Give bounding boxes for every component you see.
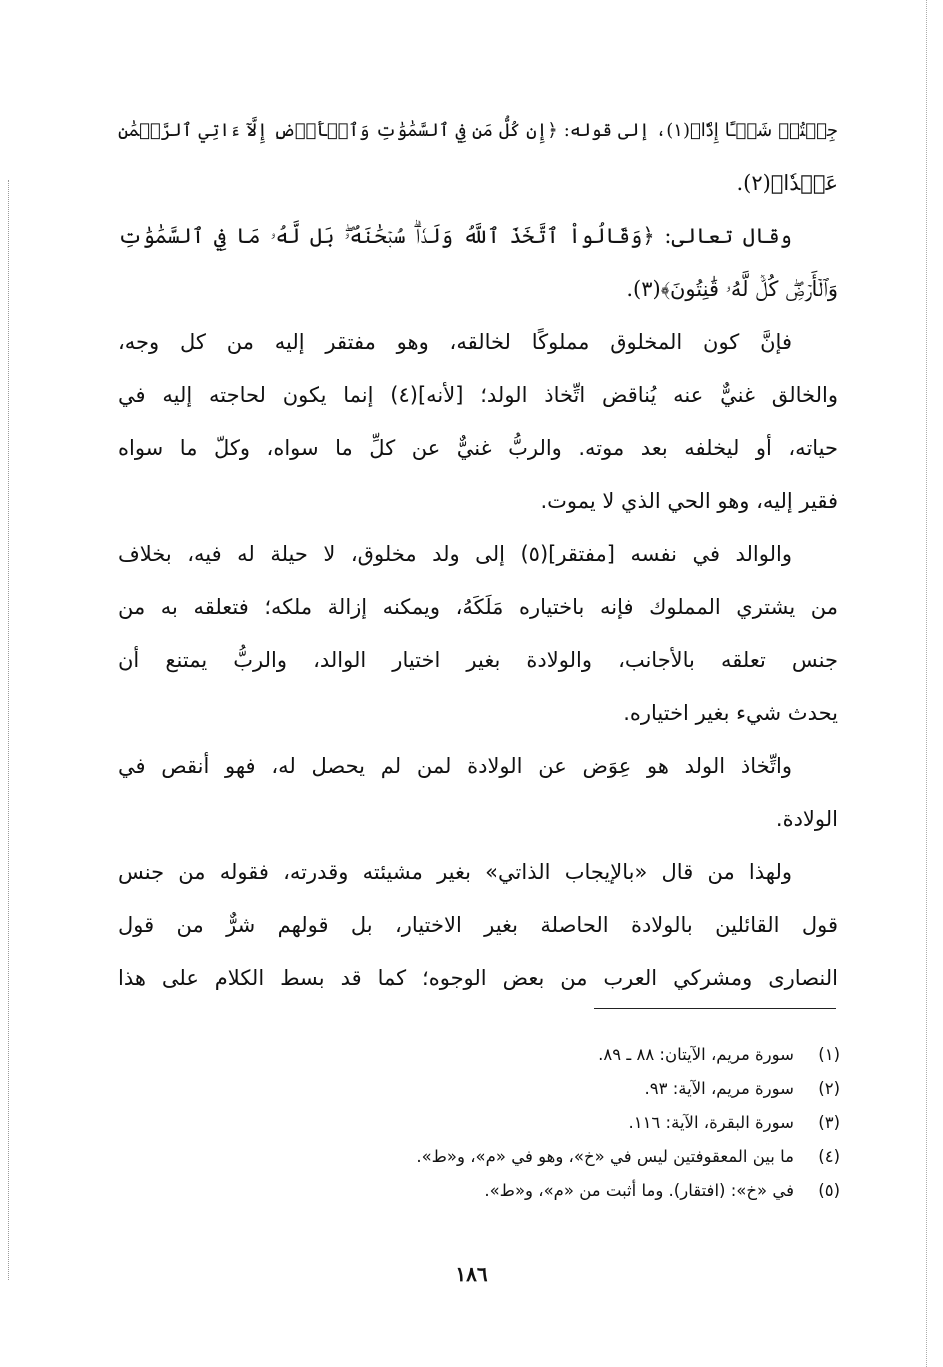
footnote-1 xyxy=(330,1038,840,1072)
body-line-10: من يشتري المملوك فإنه باختياره مَلَكَهُ، ويمكنه إزالة ملكه؛ فتعلقه به من xyxy=(118,595,838,619)
body-line-14: الولادة. xyxy=(775,807,838,831)
footnote-text: سورة مريم، الآية: ٩٣. xyxy=(644,1079,794,1098)
body-line-5: فإنَّ كون المخلوق مملوكًا لخالقه، وهو مفتقر إليه من كل وجه، xyxy=(118,330,792,354)
body-line-13: واتِّخاذ الولد هو عِوَض عن الولادة لمن لم يحصل له، فهو أنقص في xyxy=(118,754,792,778)
page-number: ١٨٦ xyxy=(455,1262,488,1286)
body-line-4: وَٱلۡأَرۡضِۖ كُلّٞ لَّهُۥ قَٰنِتُونَ﴾(٣). xyxy=(626,277,838,301)
footnote-text: ما بين المعقوفتين ليس في «خ»، وهو في «م»، و«ط». xyxy=(416,1147,794,1166)
scan-edge-left xyxy=(8,180,10,1280)
footnote-text: في «خ»: (افتقار). وما أثبت من «م»، و«ط». xyxy=(484,1181,794,1200)
footnote-4 xyxy=(330,1140,840,1174)
footnote-5 xyxy=(330,1174,840,1208)
body-line-7: حياته، أو ليخلفه بعد موته. والربُّ غنيٌّ عن كلِّ ما سواه، وكلّ ما سواه xyxy=(118,436,838,460)
footnote-text: سورة البقرة، الآية: ١١٦. xyxy=(628,1113,794,1132)
body-line-17: النصارى ومشركي العرب من بعض الوجوه؛ كما قد بسط الكلام على هذا xyxy=(118,966,838,990)
body-line-1: جِئۡتُمۡ شَيۡـًٔا إِدّٗا﴾(١)، إلى قوله: ﴿إِن كُلُّ مَن فِي ٱلسَّمَٰوَٰتِ وَٱلۡأَرۡضِ إِلَّآ ءَاتِي ٱلرَّحۡمَٰنِ xyxy=(118,120,838,141)
footnote-number: (٥) xyxy=(818,1181,840,1200)
footnote-number: (٣) xyxy=(818,1113,840,1132)
body-line-15: ولهذا من قال «بالإيجاب الذاتي» بغير مشيئته وقدرته، فقوله من جنس xyxy=(118,860,792,884)
body-text xyxy=(118,104,838,1005)
body-line-8: فقير إليه، وهو الحي الذي لا يموت. xyxy=(540,489,838,513)
footnote-text: سورة مريم، الآيتان: ٨٨ ـ ٨٩. xyxy=(598,1045,794,1064)
body-line-11: جنس تعلقه بالأجانب، والولادة بغير اختيار الوالد، والربُّ يمتنع أن xyxy=(118,648,838,672)
scan-edge-right xyxy=(926,0,928,1367)
body-line-9: والوالد في نفسه [مفتقر](٥) إلى ولد مخلوق، لا حيلة له فيه، بخلاف xyxy=(118,542,792,566)
footnotes xyxy=(330,1038,840,1208)
footnote-number: (٤) xyxy=(818,1147,840,1166)
body-line-12: يحدث شيء بغير اختياره. xyxy=(623,701,838,725)
body-line-2: عَبۡدٗا﴾(٢). xyxy=(736,171,838,195)
body-line-6: والخالق غنيٌّ عنه يُناقض اتِّخاذ الولد؛ [لأنه](٤) إنما يكون لحاجته إليه في xyxy=(118,383,838,407)
footnote-2 xyxy=(330,1072,840,1106)
footnote-number: (١) xyxy=(818,1045,840,1064)
body-line-3: وقال تعالى: ﴿وَقَالُواْ ٱتَّخَذَ ٱللَّهُ وَلَدٗاۗ سُبۡحَٰنَهُۥۖ بَل لَّهُۥ مَا فِي ٱلسَّمَٰوَٰتِ xyxy=(118,224,792,248)
footnote-divider xyxy=(594,1008,836,1009)
footnote-number: (٢) xyxy=(818,1079,840,1098)
body-line-16: قول القائلين بالولادة الحاصلة بغير الاختيار، بل قولهم شرٌّ من قول xyxy=(118,913,838,937)
footnote-3 xyxy=(330,1106,840,1140)
